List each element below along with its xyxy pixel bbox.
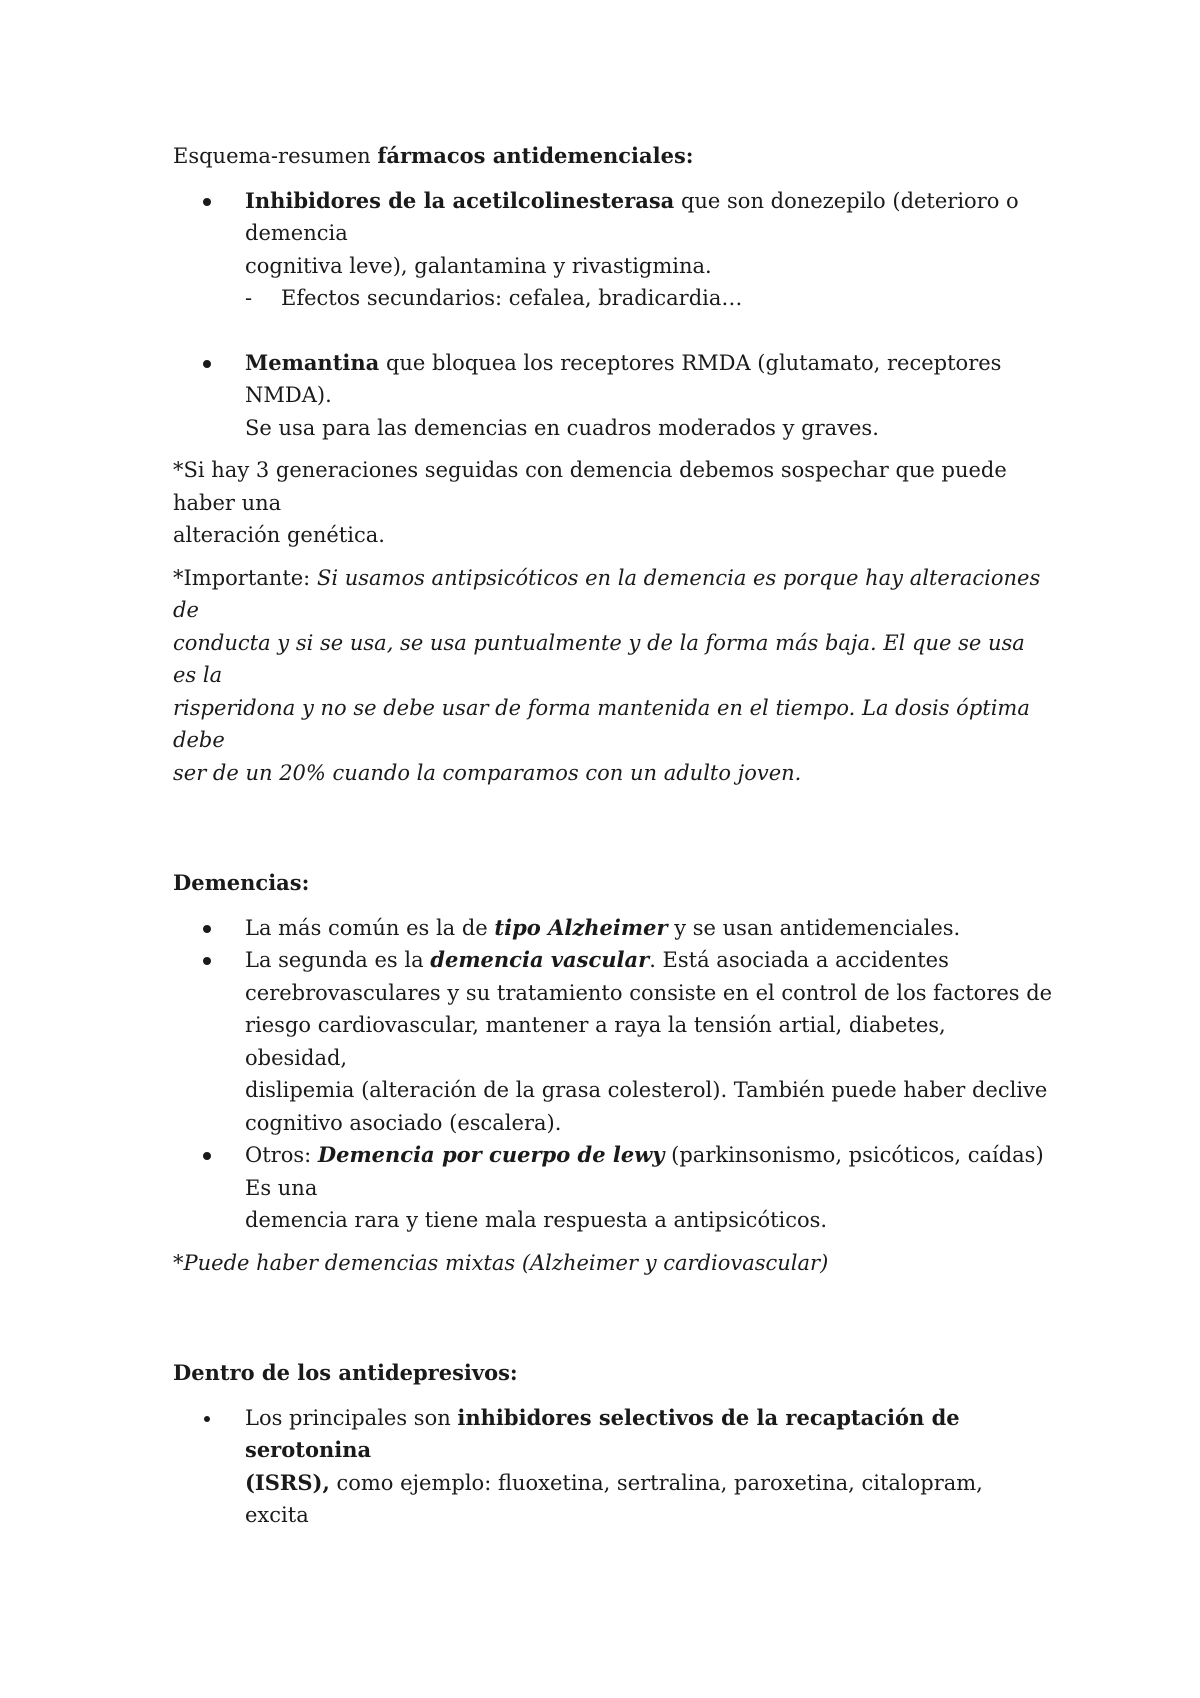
item-text-line: cerebrovasculares y su tratamiento consiste en el control de los factores de [245,980,1053,1005]
note-italic: risperidona y no se debe usar de forma mantenida en el tiempo. La dosis óptima debe [173,695,1030,752]
item-text: y se usan antidemenciales. [667,915,961,940]
bullet-icon [203,925,211,933]
item-text-line: riesgo cardiovascular, mantener a raya la tensión artial, diabetes, obesidad, [245,1013,946,1070]
note-prefix: *Importante: [173,565,317,590]
list-item [173,1402,1053,1532]
bullet-icon [203,1152,211,1160]
item-text: La más común es la de [245,915,495,940]
item-text: como ejemplo: fluoxetina, sertralina, paroxetina, citalopram, excita [245,1470,983,1527]
item-text: Otros: [245,1143,318,1167]
list-item [173,347,1053,445]
section-heading-antidepresivos: Dentro de los antidepresivos: [173,1360,518,1385]
item-bold-term: Memantina [245,349,380,375]
intro-bold: fármacos antidemenciales: [377,143,694,168]
dash-icon: - [245,286,253,310]
item-text-line: dislipemia (alteración de la grasa colesterol). También puede haber declive [245,1078,1048,1102]
item-bold-italic: demencia vascular [430,947,650,972]
list-item [173,185,1053,347]
sub-item-text: Efectos secundarios: cefalea, bradicardia… [281,286,743,310]
item-text: que son donezepilo (deterioro o demencia [245,188,1019,245]
bullet-icon [203,957,211,965]
list-item [173,1139,1053,1237]
bullet-icon [204,1416,210,1422]
mixed-dementia-note: *Puede haber demencias mixtas (Alzheimer y cardiovascular) [173,1250,829,1275]
document-page [173,140,1053,1532]
note-italic: ser de un 20% cuando la comparamos con un adulto joven. [173,760,802,785]
item-text-line: cognitivo asociado (escalera). [245,1110,562,1135]
item-bold-term: Inhibidores de la acetilcolinesterasa [245,187,675,213]
item-text-line: demencia rara y tiene mala respuesta a antipsicóticos. [245,1208,828,1232]
item-bold-italic: tipo Alzheimer [494,914,668,940]
note-line: alteración genética. [173,523,385,547]
item-text-line2: Se usa para las demencias en cuadros moderados y graves. [245,415,879,440]
item-text-line2: cognitiva leve), galantamina y rivastigmina. [245,253,712,278]
list-item [173,912,1053,945]
section-heading-demencias: Demencias: [173,870,310,895]
antidepressant-list [173,1402,1053,1532]
item-text: Los principales son [245,1405,458,1430]
bullet-icon [203,360,211,368]
intro-line [173,140,1053,173]
note-italic: conducta y si se usa, se usa puntualmente y de la forma más baja. El que se usa es la [173,630,1025,687]
item-text: . Está asociada a accidentes [649,948,949,972]
sub-item [245,282,1053,315]
item-bold-term: (ISRS), [245,1469,330,1495]
item-bold-term: inhibidores selectivos de la recaptación de serotonina [245,1404,960,1462]
note-line: *Si hay 3 generaciones seguidas con demencia debemos sospechar que puede haber una [173,458,1007,515]
list-item [173,944,1053,1139]
antidementia-list [173,185,1053,445]
item-text: La segunda es la [245,948,431,972]
dementia-list [173,912,1053,1237]
item-text: que bloquea los receptores RMDA (glutamato, receptores NMDA). [245,350,1002,407]
item-text: (parkinsonismo, psicóticos, caídas) Es una [245,1143,1044,1200]
intro-prefix: Esquema-resumen [173,144,378,168]
item-bold-italic: Demencia por cuerpo de lewy [317,1142,665,1167]
genetic-note [173,454,1053,552]
important-note [173,562,1053,790]
note-italic: Si usamos antipsicóticos en la demencia es porque hay alteraciones de [173,565,1041,622]
bullet-icon [203,198,211,206]
